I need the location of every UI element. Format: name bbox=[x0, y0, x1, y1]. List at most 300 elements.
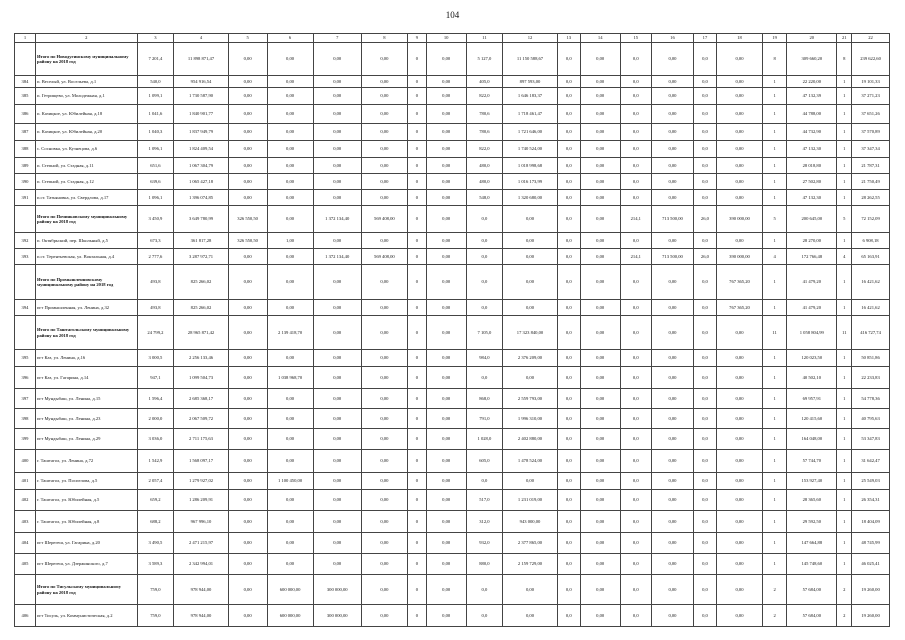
value-cell: 1 096,1 bbox=[137, 141, 174, 158]
column-number: 8 bbox=[361, 34, 407, 43]
value-cell: 0,0 bbox=[557, 88, 580, 105]
row-number-cell: 393 bbox=[15, 249, 36, 265]
table-row bbox=[15, 605, 890, 627]
value-cell: 0,00 bbox=[228, 367, 267, 389]
value-cell: 1 bbox=[763, 233, 787, 249]
value-cell: 120 023,50 bbox=[787, 350, 837, 367]
value-cell: 0,0 bbox=[620, 429, 651, 450]
value-cell: 0,00 bbox=[580, 174, 620, 190]
value-cell: 0,0 bbox=[466, 605, 503, 627]
value-cell: 0,00 bbox=[580, 389, 620, 409]
value-cell: 0,00 bbox=[313, 473, 361, 490]
value-cell: 0,00 bbox=[426, 367, 466, 389]
value-cell: 0,00 bbox=[361, 158, 407, 174]
value-cell: 0,0 bbox=[557, 511, 580, 533]
value-cell: 0,00 bbox=[716, 473, 762, 490]
value-cell: 767 365,20 bbox=[716, 265, 762, 300]
value-cell: 0,00 bbox=[313, 429, 361, 450]
value-cell: 57 684,00 bbox=[787, 605, 837, 627]
value-cell: 0,0 bbox=[693, 429, 716, 450]
value-cell: 18 404,09 bbox=[852, 511, 890, 533]
value-cell: 0,0 bbox=[557, 389, 580, 409]
value-cell: 19 101,33 bbox=[852, 76, 890, 88]
address-cell: пгт Мундыбаш, ул. Ленина, д.29 bbox=[35, 429, 137, 450]
value-cell: 0,00 bbox=[267, 88, 313, 105]
value-cell: 309 660,20 bbox=[787, 43, 837, 76]
total-row bbox=[15, 575, 890, 605]
value-cell: 0,0 bbox=[693, 409, 716, 429]
header-row bbox=[15, 34, 890, 43]
value-cell: 22 220,00 bbox=[787, 76, 837, 88]
row-number-cell: 401 bbox=[15, 473, 36, 490]
value-cell: 0,00 bbox=[267, 76, 313, 88]
value-cell: 1 279 927,02 bbox=[174, 473, 228, 490]
value-cell: 0,00 bbox=[361, 389, 407, 409]
value-cell: 1 840 901,77 bbox=[174, 105, 228, 124]
value-cell: 312,0 bbox=[466, 511, 503, 533]
value-cell: 0,00 bbox=[426, 174, 466, 190]
value-cell: 0,00 bbox=[716, 450, 762, 473]
value-cell: 1 067 304,79 bbox=[174, 158, 228, 174]
value-cell: 0,00 bbox=[426, 76, 466, 88]
value-cell: 0,00 bbox=[361, 300, 407, 316]
value-cell: 1 bbox=[837, 409, 852, 429]
value-cell: 0,00 bbox=[426, 158, 466, 174]
column-number: 11 bbox=[466, 34, 503, 43]
value-cell: 11 898 871,47 bbox=[174, 43, 228, 76]
value-cell: 688,2 bbox=[137, 511, 174, 533]
value-cell: 1 286 209,91 bbox=[174, 490, 228, 511]
column-number: 3 bbox=[137, 34, 174, 43]
value-cell: 0,00 bbox=[313, 367, 361, 389]
column-number: 16 bbox=[652, 34, 694, 43]
value-cell: 0,00 bbox=[426, 533, 466, 554]
value-cell: 0,00 bbox=[313, 76, 361, 88]
value-cell: 1 096,1 bbox=[137, 190, 174, 206]
value-cell: 2 bbox=[763, 605, 787, 627]
value-cell: 1 646 183,37 bbox=[503, 88, 557, 105]
value-cell: 47 132,30 bbox=[787, 141, 837, 158]
value-cell: 48 745,99 bbox=[852, 533, 890, 554]
value-cell: 0,0 bbox=[620, 316, 651, 350]
value-cell: 651,6 bbox=[137, 158, 174, 174]
value-cell: 1 bbox=[837, 76, 852, 88]
address-cell: Итого по Починковскому муниципальному району на 2018 год bbox=[35, 206, 137, 233]
value-cell: 0,00 bbox=[361, 316, 407, 350]
value-cell: 0,00 bbox=[228, 490, 267, 511]
value-cell: 1 038 968,70 bbox=[267, 367, 313, 389]
value-cell: 0,00 bbox=[228, 158, 267, 174]
value-cell: 0,00 bbox=[313, 265, 361, 300]
value-cell: 0,00 bbox=[716, 605, 762, 627]
value-cell: 0,00 bbox=[716, 174, 762, 190]
address-cell: Итого по Таштагольскому муниципальному району на 2018 год bbox=[35, 316, 137, 350]
value-cell: 1 730 587,90 bbox=[174, 88, 228, 105]
value-cell: 0,00 bbox=[426, 575, 466, 605]
value-cell: 0,00 bbox=[267, 511, 313, 533]
value-cell: 0,00 bbox=[426, 105, 466, 124]
value-cell: 1 bbox=[837, 141, 852, 158]
value-cell: 0,00 bbox=[228, 141, 267, 158]
value-cell: 0,00 bbox=[313, 490, 361, 511]
row-number-cell: 395 bbox=[15, 350, 36, 367]
value-cell: 0,00 bbox=[267, 174, 313, 190]
value-cell: 0,0 bbox=[693, 511, 716, 533]
value-cell: 0,00 bbox=[313, 174, 361, 190]
value-cell: 0,0 bbox=[693, 554, 716, 575]
table-row bbox=[15, 249, 890, 265]
value-cell: 0,00 bbox=[652, 429, 694, 450]
value-cell: 0,0 bbox=[693, 300, 716, 316]
value-cell: 0,00 bbox=[361, 533, 407, 554]
value-cell: 0,00 bbox=[580, 409, 620, 429]
value-cell: 0,0 bbox=[466, 300, 503, 316]
value-cell: 214,1 bbox=[620, 206, 651, 233]
value-cell: 7 201,4 bbox=[137, 43, 174, 76]
value-cell: 0,00 bbox=[267, 158, 313, 174]
value-cell: 0,0 bbox=[693, 450, 716, 473]
value-cell: 0 bbox=[407, 88, 426, 105]
value-cell: 0,00 bbox=[503, 233, 557, 249]
value-cell: 1 bbox=[837, 554, 852, 575]
value-cell: 0 bbox=[407, 158, 426, 174]
value-cell: 1 bbox=[763, 190, 787, 206]
value-cell: 0,00 bbox=[228, 473, 267, 490]
value-cell: 0,00 bbox=[361, 367, 407, 389]
value-cell: 0,0 bbox=[693, 389, 716, 409]
value-cell: 0,00 bbox=[426, 409, 466, 429]
value-cell: 50 851,86 bbox=[852, 350, 890, 367]
value-cell: 0,00 bbox=[652, 389, 694, 409]
value-cell: 1 018 998,68 bbox=[503, 158, 557, 174]
row-number-cell: 404 bbox=[15, 533, 36, 554]
table-row bbox=[15, 350, 890, 367]
value-cell: 1 028,0 bbox=[466, 429, 503, 450]
value-cell: 0,0 bbox=[620, 300, 651, 316]
value-cell: 21 750,49 bbox=[852, 174, 890, 190]
address-cell: п.ст. Татьяновка, ул. Свердлова, д.17 bbox=[35, 190, 137, 206]
value-cell: 46 025,41 bbox=[852, 554, 890, 575]
value-cell: 390 000,00 bbox=[716, 206, 762, 233]
value-cell: 0 bbox=[407, 429, 426, 450]
value-cell: 1 bbox=[837, 88, 852, 105]
value-cell: 1 bbox=[837, 265, 852, 300]
value-cell: 0,0 bbox=[693, 76, 716, 88]
value-cell: 2 685 368,17 bbox=[174, 389, 228, 409]
value-cell: 0,00 bbox=[652, 43, 694, 76]
value-cell: 0,0 bbox=[620, 575, 651, 605]
address-cell: пгт Каз, ул. Ленина, д.16 bbox=[35, 350, 137, 367]
value-cell: 0,0 bbox=[620, 233, 651, 249]
value-cell: 825 266,02 bbox=[174, 265, 228, 300]
column-number: 7 bbox=[313, 34, 361, 43]
value-cell: 27 502,80 bbox=[787, 174, 837, 190]
value-cell: 0,00 bbox=[716, 190, 762, 206]
value-cell: 1 bbox=[763, 450, 787, 473]
address-cell: пгт Промышленная, ул. Ленина, д.32 bbox=[35, 300, 137, 316]
value-cell: 0,0 bbox=[466, 575, 503, 605]
value-cell: 0,0 bbox=[693, 141, 716, 158]
value-cell: 0,0 bbox=[557, 105, 580, 124]
value-cell: 41 479,20 bbox=[787, 300, 837, 316]
total-row bbox=[15, 316, 890, 350]
value-cell: 0,00 bbox=[267, 105, 313, 124]
value-cell: 825 266,02 bbox=[174, 300, 228, 316]
row-number-cell bbox=[15, 265, 36, 300]
address-cell: п. Гетрищево, ул. Молодежная, д.1 bbox=[35, 88, 137, 105]
value-cell: 0,00 bbox=[361, 141, 407, 158]
value-cell: 0,00 bbox=[652, 533, 694, 554]
value-cell: 0,00 bbox=[716, 511, 762, 533]
table-row bbox=[15, 473, 890, 490]
value-cell: 569 408,00 bbox=[361, 249, 407, 265]
value-cell: 0,00 bbox=[503, 605, 557, 627]
value-cell: 0 bbox=[407, 367, 426, 389]
value-cell: 0,0 bbox=[557, 575, 580, 605]
value-cell: 0,0 bbox=[557, 174, 580, 190]
value-cell: 0,0 bbox=[620, 158, 651, 174]
value-cell: 1 bbox=[837, 105, 852, 124]
value-cell: 548,0 bbox=[466, 190, 503, 206]
address-cell: Итого по Новодугинскому муниципальному району на 2018 год bbox=[35, 43, 137, 76]
value-cell: 4 bbox=[763, 249, 787, 265]
row-number-cell bbox=[15, 206, 36, 233]
value-cell: 868,0 bbox=[466, 389, 503, 409]
value-cell: 0,00 bbox=[267, 124, 313, 141]
value-cell: 53 347,83 bbox=[852, 429, 890, 450]
value-cell: 0,00 bbox=[313, 409, 361, 429]
value-cell: 8 bbox=[837, 43, 852, 76]
value-cell: 0,00 bbox=[580, 367, 620, 389]
value-cell: 600 000,00 bbox=[267, 575, 313, 605]
value-cell: 0,00 bbox=[228, 76, 267, 88]
value-cell: 0,00 bbox=[580, 43, 620, 76]
value-cell: 0,00 bbox=[580, 249, 620, 265]
value-cell: 0,0 bbox=[693, 233, 716, 249]
value-cell: 0,0 bbox=[466, 249, 503, 265]
value-cell: 37 570,89 bbox=[852, 124, 890, 141]
value-cell: 0,0 bbox=[693, 88, 716, 105]
value-cell: 0,0 bbox=[620, 124, 651, 141]
value-cell: 0,00 bbox=[580, 316, 620, 350]
value-cell: 0,00 bbox=[716, 389, 762, 409]
value-cell: 0,0 bbox=[693, 105, 716, 124]
value-cell: 0,0 bbox=[466, 367, 503, 389]
value-cell: 0,0 bbox=[693, 490, 716, 511]
value-cell: 0,0 bbox=[620, 174, 651, 190]
value-cell: 0,00 bbox=[580, 450, 620, 473]
address-cell: Итого по Тисульскому муниципальному району на 2018 год bbox=[35, 575, 137, 605]
value-cell: 0,00 bbox=[652, 88, 694, 105]
value-cell: 0,0 bbox=[693, 605, 716, 627]
value-cell: 120 415,60 bbox=[787, 409, 837, 429]
value-cell: 214,1 bbox=[620, 249, 651, 265]
value-cell: 0,0 bbox=[620, 88, 651, 105]
value-cell: 0 bbox=[407, 533, 426, 554]
value-cell: 2 bbox=[837, 575, 852, 605]
value-cell: 0,00 bbox=[228, 124, 267, 141]
value-cell: 0,00 bbox=[716, 490, 762, 511]
address-cell: п. Казицкое, ул. Юбилейная, д.20 bbox=[35, 124, 137, 141]
value-cell: 0 bbox=[407, 124, 426, 141]
column-number: 14 bbox=[580, 34, 620, 43]
value-cell: 493,8 bbox=[137, 300, 174, 316]
value-cell: 7 105,0 bbox=[466, 316, 503, 350]
value-cell: 44 732,90 bbox=[787, 124, 837, 141]
value-cell: 8 bbox=[763, 43, 787, 76]
address-cell: пгт Шерегеш, ул. Гагарина, д.20 bbox=[35, 533, 137, 554]
value-cell: 0,00 bbox=[361, 450, 407, 473]
value-cell: 1 bbox=[837, 429, 852, 450]
value-cell: 0,00 bbox=[361, 605, 407, 627]
value-cell: 0,0 bbox=[620, 605, 651, 627]
value-cell: 1 bbox=[837, 190, 852, 206]
value-cell: 57 684,00 bbox=[787, 575, 837, 605]
value-cell: 0,00 bbox=[313, 88, 361, 105]
value-cell: 41 479,20 bbox=[787, 265, 837, 300]
column-number: 2 bbox=[35, 34, 137, 43]
value-cell: 0,00 bbox=[267, 249, 313, 265]
value-cell: 0,00 bbox=[652, 105, 694, 124]
value-cell: 0,00 bbox=[267, 533, 313, 554]
value-cell: 0,00 bbox=[580, 88, 620, 105]
value-cell: 0,00 bbox=[503, 265, 557, 300]
address-cell: п. Казицкое, ул. Юбилейная, д.18 bbox=[35, 105, 137, 124]
value-cell: 239 622,60 bbox=[852, 43, 890, 76]
value-cell: 0,00 bbox=[652, 158, 694, 174]
value-cell: 954 916,54 bbox=[174, 76, 228, 88]
value-cell: 0,0 bbox=[557, 206, 580, 233]
value-cell: 0,0 bbox=[620, 43, 651, 76]
value-cell: 1 478 524,00 bbox=[503, 450, 557, 473]
value-cell: 1 542,9 bbox=[137, 450, 174, 473]
value-cell: 0,00 bbox=[652, 575, 694, 605]
value-cell: 28 365,60 bbox=[787, 490, 837, 511]
value-cell: 1 bbox=[837, 389, 852, 409]
address-cell: п. Степной, ул. Стадная, д.11 bbox=[35, 158, 137, 174]
value-cell: 0,0 bbox=[557, 554, 580, 575]
value-cell: 1 bbox=[837, 490, 852, 511]
value-cell: 493,8 bbox=[137, 265, 174, 300]
value-cell: 0,00 bbox=[580, 105, 620, 124]
value-cell: 0,00 bbox=[313, 389, 361, 409]
value-cell: 767 365,20 bbox=[716, 300, 762, 316]
value-cell: 0,00 bbox=[313, 316, 361, 350]
value-cell: 0,00 bbox=[361, 88, 407, 105]
value-cell: 0,00 bbox=[652, 511, 694, 533]
value-cell: 0,00 bbox=[426, 350, 466, 367]
value-cell: 932,0 bbox=[466, 533, 503, 554]
value-cell: 405,0 bbox=[466, 76, 503, 88]
value-cell: 1 099 504,73 bbox=[174, 367, 228, 389]
value-cell: 3 589,3 bbox=[137, 554, 174, 575]
value-cell: 1 372 134,40 bbox=[313, 206, 361, 233]
value-cell: 0,00 bbox=[716, 233, 762, 249]
value-cell: 0,00 bbox=[580, 533, 620, 554]
value-cell: 0,00 bbox=[426, 511, 466, 533]
value-cell: 984,0 bbox=[466, 350, 503, 367]
value-cell: 480,0 bbox=[466, 158, 503, 174]
row-number-cell: 406 bbox=[15, 605, 36, 627]
value-cell: 0,00 bbox=[580, 605, 620, 627]
value-cell: 0,0 bbox=[557, 490, 580, 511]
table-row bbox=[15, 233, 890, 249]
row-number-cell: 392 bbox=[15, 233, 36, 249]
value-cell: 0,0 bbox=[557, 141, 580, 158]
value-cell: 1 bbox=[837, 174, 852, 190]
value-cell: 0,00 bbox=[228, 450, 267, 473]
table-row bbox=[15, 190, 890, 206]
table-row bbox=[15, 409, 890, 429]
value-cell: 0,00 bbox=[228, 43, 267, 76]
value-cell: 1 bbox=[763, 473, 787, 490]
value-cell: 1 bbox=[837, 158, 852, 174]
value-cell: 0,00 bbox=[267, 300, 313, 316]
value-cell: 0,00 bbox=[652, 605, 694, 627]
row-number-cell: 394 bbox=[15, 300, 36, 316]
value-cell: 1 bbox=[763, 141, 787, 158]
value-cell: 0,00 bbox=[313, 233, 361, 249]
column-number: 5 bbox=[228, 34, 267, 43]
address-cell: пгт Мундыбаш, ул. Ленина, д.23 bbox=[35, 409, 137, 429]
value-cell: 978 944,00 bbox=[174, 605, 228, 627]
value-cell: 0,00 bbox=[580, 429, 620, 450]
value-cell: 416 727,74 bbox=[852, 316, 890, 350]
value-cell: 1 040,3 bbox=[137, 124, 174, 141]
value-cell: 0,00 bbox=[652, 190, 694, 206]
value-cell: 0 bbox=[407, 265, 426, 300]
address-cell: пгт Мундыбаш, ул. Ленина, д.15 bbox=[35, 389, 137, 409]
value-cell: 0,0 bbox=[693, 473, 716, 490]
row-number-cell: 396 bbox=[15, 367, 36, 389]
value-cell: 0,0 bbox=[620, 450, 651, 473]
value-cell: 0,00 bbox=[228, 511, 267, 533]
column-number: 13 bbox=[557, 34, 580, 43]
value-cell: 0,0 bbox=[557, 450, 580, 473]
value-cell: 0,00 bbox=[716, 409, 762, 429]
column-number: 9 bbox=[407, 34, 426, 43]
value-cell: 0,00 bbox=[228, 316, 267, 350]
value-cell: 605,0 bbox=[466, 450, 503, 473]
value-cell: 0,0 bbox=[557, 350, 580, 367]
value-cell: 0,00 bbox=[503, 575, 557, 605]
value-cell: 1 568 097,17 bbox=[174, 450, 228, 473]
value-cell: 759,0 bbox=[137, 605, 174, 627]
value-cell: 0,0 bbox=[620, 76, 651, 88]
value-cell: 0,00 bbox=[228, 174, 267, 190]
value-cell: 0,00 bbox=[313, 511, 361, 533]
value-cell: 0,00 bbox=[652, 233, 694, 249]
value-cell: 0,0 bbox=[466, 206, 503, 233]
total-row bbox=[15, 206, 890, 233]
value-cell: 3 000,5 bbox=[137, 350, 174, 367]
table-row bbox=[15, 533, 890, 554]
value-cell: 153 927,40 bbox=[787, 473, 837, 490]
value-cell: 0,00 bbox=[267, 490, 313, 511]
total-row bbox=[15, 43, 890, 76]
value-cell: 0,00 bbox=[580, 233, 620, 249]
value-cell: 0,00 bbox=[313, 350, 361, 367]
value-cell: 0,00 bbox=[426, 141, 466, 158]
value-cell: 0,0 bbox=[620, 511, 651, 533]
address-cell: п. Степной, ул. Стадная, д.12 bbox=[35, 174, 137, 190]
value-cell: 17 323 840,00 bbox=[503, 316, 557, 350]
row-number-cell: 385 bbox=[15, 88, 36, 105]
value-cell: 0,00 bbox=[580, 511, 620, 533]
row-number-cell: 400 bbox=[15, 450, 36, 473]
value-cell: 0,0 bbox=[557, 190, 580, 206]
column-number: 20 bbox=[787, 34, 837, 43]
